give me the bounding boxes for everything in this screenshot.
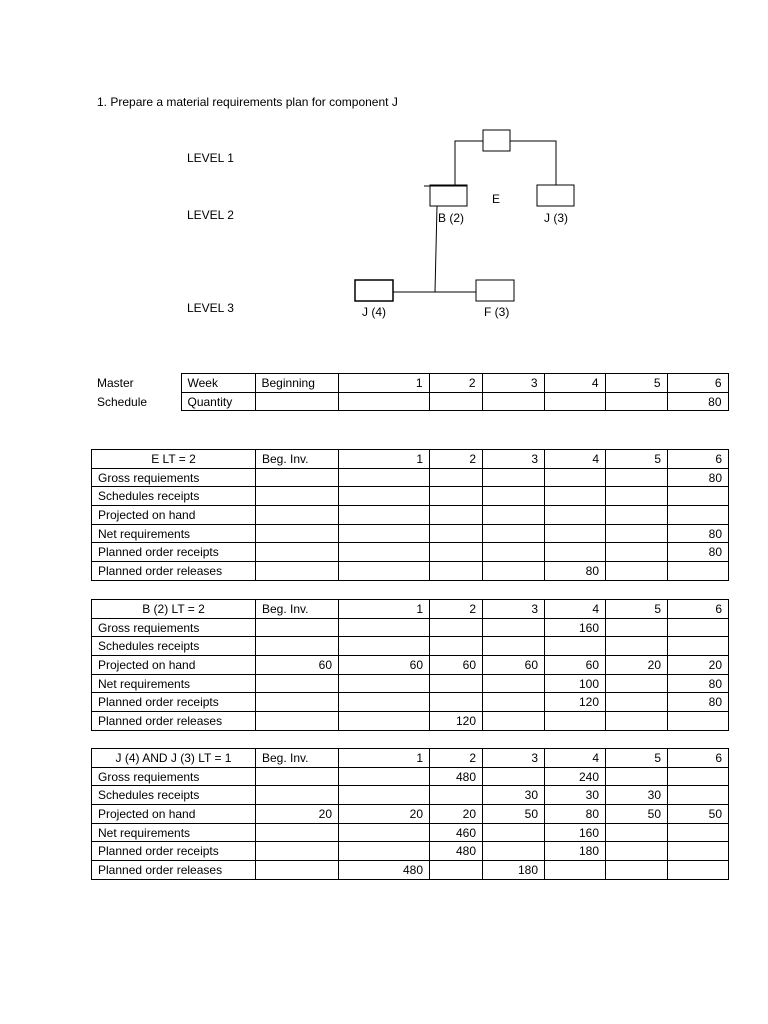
mrp-cell: 160 bbox=[545, 618, 606, 637]
mrp-row bbox=[92, 861, 729, 880]
connector-e-b bbox=[455, 141, 483, 185]
mrp-header-cell: 3 bbox=[483, 450, 545, 469]
ms-label-schedule: Schedule bbox=[97, 394, 148, 409]
mrp-cell bbox=[256, 712, 339, 731]
mrp-cell bbox=[256, 693, 339, 712]
mrp-row bbox=[92, 618, 729, 637]
mrp-row-label: Gross requiements bbox=[92, 618, 256, 637]
mrp-row bbox=[92, 468, 729, 487]
mrp-row bbox=[92, 786, 729, 805]
mrp-row bbox=[92, 524, 729, 543]
mrp-cell: 80 bbox=[545, 805, 606, 824]
ms-cell: Week bbox=[181, 374, 255, 393]
mrp-header-cell: 1 bbox=[339, 600, 430, 619]
mrp-row-label: Net requirements bbox=[92, 674, 256, 693]
mrp-cell bbox=[256, 842, 339, 861]
mrp-cell: 120 bbox=[545, 693, 606, 712]
mrp-cell bbox=[256, 506, 339, 525]
mrp-cell bbox=[668, 786, 729, 805]
ms-cell bbox=[482, 392, 544, 411]
mrp-header-cell: 2 bbox=[430, 749, 483, 768]
mrp-header-cell: 3 bbox=[483, 749, 545, 768]
mrp-cell bbox=[256, 767, 339, 786]
mrp-cell: 80 bbox=[668, 524, 729, 543]
mrp-row-label: Schedules receipts bbox=[92, 487, 256, 506]
mrp-row-label: Net requirements bbox=[92, 823, 256, 842]
mrp-cell bbox=[545, 543, 606, 562]
mrp-cell bbox=[483, 767, 545, 786]
mrp-cell bbox=[483, 618, 545, 637]
mrp-cell bbox=[606, 767, 668, 786]
mrp-cell: 20 bbox=[256, 805, 339, 824]
mrp-cell bbox=[339, 487, 430, 506]
level-2-label: LEVEL 2 bbox=[187, 208, 234, 222]
mrp-cell bbox=[606, 524, 668, 543]
mrp-cell bbox=[668, 823, 729, 842]
mrp-cell bbox=[606, 506, 668, 525]
mrp-cell bbox=[606, 487, 668, 506]
mrp-cell bbox=[483, 693, 545, 712]
mrp-cell: 80 bbox=[668, 543, 729, 562]
level-3-label: LEVEL 3 bbox=[187, 301, 234, 315]
mrp-cell bbox=[430, 637, 483, 656]
mrp-cell: 60 bbox=[483, 656, 545, 675]
ms-cell: 4 bbox=[544, 374, 605, 393]
mrp-cell bbox=[483, 674, 545, 693]
mrp-cell bbox=[606, 543, 668, 562]
mrp-cell: 30 bbox=[545, 786, 606, 805]
ms-cell: Beginning bbox=[255, 374, 338, 393]
mrp-cell bbox=[545, 712, 606, 731]
mrp-cell bbox=[545, 637, 606, 656]
mrp-cell bbox=[430, 618, 483, 637]
node-f-box bbox=[476, 280, 514, 301]
mrp-row-label: Net requirements bbox=[92, 524, 256, 543]
mrp-cell: 20 bbox=[430, 805, 483, 824]
mrp-cell bbox=[606, 618, 668, 637]
mrp-cell bbox=[430, 786, 483, 805]
node-j3-label: J (3) bbox=[544, 211, 568, 225]
mrp-header-cell: 6 bbox=[668, 450, 729, 469]
mrp-table-e bbox=[91, 449, 729, 581]
mrp-cell bbox=[339, 618, 430, 637]
mrp-cell bbox=[545, 861, 606, 880]
mrp-cell bbox=[606, 712, 668, 731]
mrp-cell: 180 bbox=[545, 842, 606, 861]
mrp-cell bbox=[483, 712, 545, 731]
mrp-cell bbox=[668, 562, 729, 581]
mrp-row-label: Planned order receipts bbox=[92, 842, 256, 861]
mrp-cell bbox=[256, 618, 339, 637]
mrp-row bbox=[92, 543, 729, 562]
mrp-cell bbox=[339, 506, 430, 525]
mrp-header-cell: 4 bbox=[545, 749, 606, 768]
mrp-cell bbox=[339, 823, 430, 842]
mrp-cell bbox=[256, 562, 339, 581]
mrp-cell bbox=[483, 506, 545, 525]
mrp-header-cell: 2 bbox=[430, 450, 483, 469]
node-b-label: B (2) bbox=[438, 211, 465, 225]
mrp-cell: 480 bbox=[430, 842, 483, 861]
mrp-row bbox=[92, 562, 729, 581]
mrp-cell: 60 bbox=[545, 656, 606, 675]
mrp-row-label: Schedules receipts bbox=[92, 637, 256, 656]
mrp-row bbox=[92, 487, 729, 506]
ms-cell: 5 bbox=[605, 374, 667, 393]
ms-cell: 2 bbox=[429, 374, 482, 393]
mrp-cell: 100 bbox=[545, 674, 606, 693]
node-b-box bbox=[430, 185, 467, 206]
mrp-cell bbox=[668, 506, 729, 525]
mrp-cell bbox=[483, 487, 545, 506]
mrp-cell: 180 bbox=[483, 861, 545, 880]
mrp-cell bbox=[339, 562, 430, 581]
mrp-table-title: B (2) LT = 2 bbox=[92, 600, 256, 619]
mrp-header-cell: 3 bbox=[483, 600, 545, 619]
mrp-cell bbox=[430, 861, 483, 880]
node-j4-label: J (4) bbox=[362, 305, 386, 319]
mrp-cell: 20 bbox=[339, 805, 430, 824]
mrp-header-cell: 6 bbox=[668, 600, 729, 619]
mrp-cell: 80 bbox=[668, 468, 729, 487]
mrp-cell bbox=[339, 524, 430, 543]
ms-cell bbox=[605, 392, 667, 411]
mrp-header-cell: 1 bbox=[339, 749, 430, 768]
mrp-cell bbox=[256, 786, 339, 805]
mrp-cell bbox=[483, 468, 545, 487]
mrp-row-label: Schedules receipts bbox=[92, 786, 256, 805]
mrp-cell bbox=[256, 637, 339, 656]
mrp-cell bbox=[606, 468, 668, 487]
mrp-cell: 80 bbox=[668, 674, 729, 693]
mrp-cell: 20 bbox=[606, 656, 668, 675]
mrp-header-cell: 5 bbox=[606, 749, 668, 768]
mrp-cell bbox=[339, 786, 430, 805]
mrp-header-cell: 6 bbox=[668, 749, 729, 768]
mrp-cell bbox=[606, 693, 668, 712]
ms-label-master: Master bbox=[97, 375, 134, 390]
mrp-cell bbox=[668, 637, 729, 656]
mrp-cell bbox=[668, 618, 729, 637]
mrp-row-label: Gross requiements bbox=[92, 468, 256, 487]
mrp-cell: 50 bbox=[606, 805, 668, 824]
mrp-cell bbox=[430, 674, 483, 693]
mrp-row bbox=[92, 842, 729, 861]
mrp-table-title: J (4) AND J (3) LT = 1 bbox=[92, 749, 256, 768]
mrp-cell: 60 bbox=[430, 656, 483, 675]
mrp-table-j bbox=[91, 748, 729, 880]
mrp-cell bbox=[430, 524, 483, 543]
mrp-row bbox=[92, 767, 729, 786]
mrp-row bbox=[92, 805, 729, 824]
mrp-row bbox=[92, 693, 729, 712]
mrp-header-row bbox=[92, 749, 729, 768]
mrp-cell bbox=[430, 487, 483, 506]
mrp-cell bbox=[668, 861, 729, 880]
mrp-header-cell: Beg. Inv. bbox=[256, 749, 339, 768]
mrp-row bbox=[92, 712, 729, 731]
mrp-cell bbox=[606, 842, 668, 861]
master-schedule-table bbox=[91, 373, 729, 411]
node-j4-box bbox=[355, 280, 393, 301]
mrp-cell bbox=[430, 693, 483, 712]
mrp-table-title: E LT = 2 bbox=[92, 450, 256, 469]
mrp-header-cell: Beg. Inv. bbox=[256, 450, 339, 469]
mrp-row bbox=[92, 674, 729, 693]
mrp-cell bbox=[668, 767, 729, 786]
mrp-header-cell: 2 bbox=[430, 600, 483, 619]
mrp-cell bbox=[256, 524, 339, 543]
mrp-row-label: Projected on hand bbox=[92, 506, 256, 525]
mrp-cell bbox=[339, 693, 430, 712]
mrp-cell: 50 bbox=[668, 805, 729, 824]
mrp-cell bbox=[545, 468, 606, 487]
mrp-header-cell: 4 bbox=[545, 600, 606, 619]
level-1-label: LEVEL 1 bbox=[187, 151, 234, 165]
mrp-cell: 60 bbox=[256, 656, 339, 675]
mrp-cell bbox=[483, 562, 545, 581]
node-f-label: F (3) bbox=[484, 305, 510, 319]
mrp-row bbox=[92, 656, 729, 675]
ms-cell: 3 bbox=[482, 374, 544, 393]
mrp-cell bbox=[256, 543, 339, 562]
mrp-cell: 160 bbox=[545, 823, 606, 842]
mrp-cell: 480 bbox=[339, 861, 430, 880]
mrp-cell bbox=[668, 712, 729, 731]
mrp-row-label: Planned order releases bbox=[92, 712, 256, 731]
mrp-cell bbox=[606, 823, 668, 842]
mrp-cell: 480 bbox=[430, 767, 483, 786]
node-e-box bbox=[483, 130, 510, 151]
mrp-row-label: Planned order releases bbox=[92, 562, 256, 581]
ms-week-row bbox=[91, 374, 728, 393]
mrp-cell bbox=[339, 712, 430, 731]
node-e-label: E bbox=[492, 192, 501, 206]
mrp-header-cell: 5 bbox=[606, 600, 668, 619]
node-j3-box bbox=[537, 185, 574, 206]
mrp-cell bbox=[606, 861, 668, 880]
mrp-cell: 50 bbox=[483, 805, 545, 824]
ms-quantity-row bbox=[91, 392, 728, 411]
mrp-row bbox=[92, 823, 729, 842]
mrp-cell: 240 bbox=[545, 767, 606, 786]
mrp-header-cell: 4 bbox=[545, 450, 606, 469]
ms-cell bbox=[429, 392, 482, 411]
mrp-cell: 60 bbox=[339, 656, 430, 675]
mrp-cell bbox=[545, 506, 606, 525]
ms-cell: 6 bbox=[667, 374, 728, 393]
mrp-row-label: Planned order receipts bbox=[92, 543, 256, 562]
mrp-cell bbox=[483, 524, 545, 543]
mrp-cell bbox=[483, 823, 545, 842]
mrp-cell bbox=[430, 468, 483, 487]
mrp-cell bbox=[606, 637, 668, 656]
connector-b-down bbox=[435, 206, 437, 292]
mrp-cell: 80 bbox=[545, 562, 606, 581]
ms-cell bbox=[255, 392, 338, 411]
mrp-row-label: Projected on hand bbox=[92, 656, 256, 675]
mrp-cell bbox=[256, 487, 339, 506]
mrp-cell: 120 bbox=[430, 712, 483, 731]
mrp-cell bbox=[483, 637, 545, 656]
connector-e-j3 bbox=[510, 141, 556, 185]
mrp-header-row bbox=[92, 450, 729, 469]
mrp-cell: 30 bbox=[606, 786, 668, 805]
ms-cell: Quantity bbox=[181, 392, 255, 411]
ms-cell bbox=[338, 392, 429, 411]
mrp-cell bbox=[668, 842, 729, 861]
mrp-cell bbox=[430, 543, 483, 562]
mrp-row bbox=[92, 637, 729, 656]
mrp-cell bbox=[339, 767, 430, 786]
mrp-cell bbox=[339, 674, 430, 693]
mrp-cell bbox=[256, 674, 339, 693]
mrp-cell bbox=[545, 487, 606, 506]
page-title: 1. Prepare a material requirements plan for component J bbox=[97, 95, 398, 109]
mrp-cell: 20 bbox=[668, 656, 729, 675]
mrp-header-cell: Beg. Inv. bbox=[256, 600, 339, 619]
mrp-cell bbox=[606, 674, 668, 693]
mrp-cell bbox=[430, 506, 483, 525]
mrp-row-label: Planned order receipts bbox=[92, 693, 256, 712]
mrp-cell: 460 bbox=[430, 823, 483, 842]
mrp-header-row bbox=[92, 600, 729, 619]
mrp-cell bbox=[339, 543, 430, 562]
ms-cell bbox=[544, 392, 605, 411]
ms-cell: 1 bbox=[338, 374, 429, 393]
mrp-cell bbox=[339, 637, 430, 656]
mrp-row-label: Projected on hand bbox=[92, 805, 256, 824]
mrp-header-cell: 5 bbox=[606, 450, 668, 469]
mrp-cell: 80 bbox=[668, 693, 729, 712]
mrp-table-b bbox=[91, 599, 729, 731]
mrp-cell: 30 bbox=[483, 786, 545, 805]
mrp-row-label: Gross requiements bbox=[92, 767, 256, 786]
mrp-cell bbox=[256, 468, 339, 487]
mrp-cell bbox=[668, 487, 729, 506]
mrp-cell bbox=[256, 823, 339, 842]
mrp-cell bbox=[339, 842, 430, 861]
mrp-row-label: Planned order releases bbox=[92, 861, 256, 880]
mrp-cell bbox=[545, 524, 606, 543]
mrp-cell bbox=[606, 562, 668, 581]
mrp-cell bbox=[339, 468, 430, 487]
mrp-cell bbox=[256, 861, 339, 880]
mrp-cell bbox=[430, 562, 483, 581]
mrp-header-cell: 1 bbox=[339, 450, 430, 469]
ms-cell: 80 bbox=[667, 392, 728, 411]
mrp-cell bbox=[483, 543, 545, 562]
mrp-cell bbox=[483, 842, 545, 861]
mrp-row bbox=[92, 506, 729, 525]
